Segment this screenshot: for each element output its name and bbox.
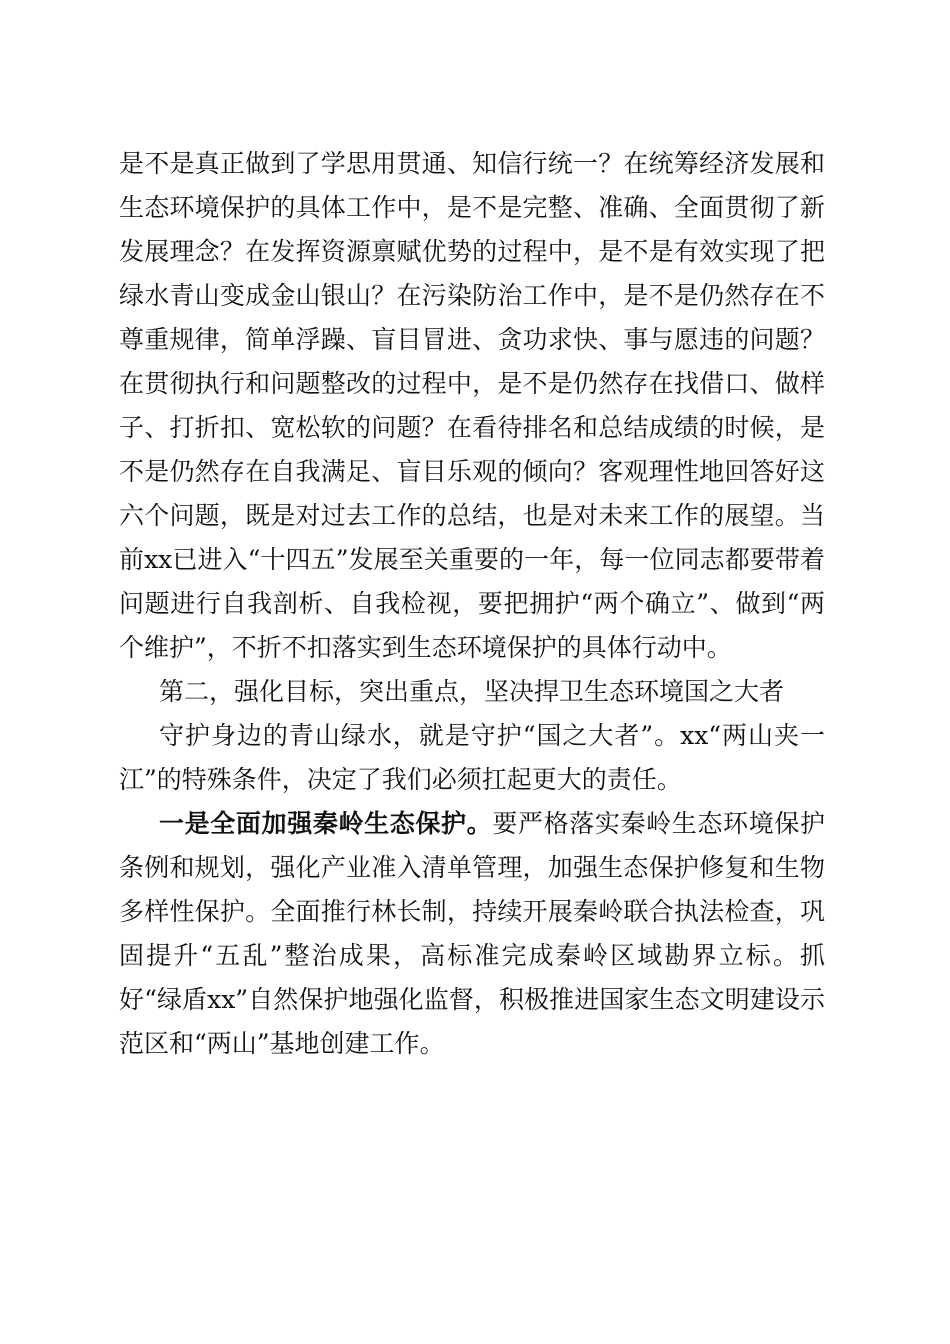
paragraph-lead-bold: 一是全面加强秦岭生态保护。 — [159, 809, 493, 838]
document-body — [119, 142, 825, 1066]
section-heading: 第二，强化目标，突出重点，坚决捍卫生态环境国之大者 — [159, 677, 785, 706]
paragraph-body: 要严格落实秦岭生态环境保护条例和规划，强化产业准入清单管理，加强生态保护修复和生物多样性保护。全面推行林长制，持续开展秦岭联合执法检查，巩固提升“五乱”整治成果，高标准完成秦岭区域勘界立标。抓好“绿盾xx”自然保护地强化监督，积极推进国家生态文明建设示范区和“两山”基地创建工作。 — [119, 809, 825, 1058]
paragraph-intro: 守护身边的青山绿水，就是守护“国之大者”。xx“两山夹一江”的特殊条件，决定了我们必须扛起更大的责任。 — [119, 721, 825, 794]
paragraph-qinling — [119, 802, 825, 1066]
paragraph-continued: 是不是真正做到了学思用贯通、知信行统一？在统筹经济发展和生态环境保护的具体工作中，是不是完整、准确、全面贯彻了新发展理念？在发挥资源禀赋优势的过程中，是不是有效实现了把绿水青山变成金山银山？在污染防治工作中，是不是仍然存在不尊重规律，简单浮躁、盲目冒进、贪功求快、事与愿违的问题？在贯彻执行和问题整改的过程中，是不是仍然存在找借口、做样子、打折扣、宽松软的问题？在看待排名和总结成绩的时候，是不是仍然存在自我满足、盲目乐观的倾向？客观理性地回答好这六个问题，既是对过去工作的总结，也是对未来工作的展望。当前xx已进入“十四五”发展至关重要的一年，每一位同志都要带着问题进行自我剖析、自我检视，要把拥护“两个确立”、做到“两个维护”，不折不扣落实到生态环境保护的具体行动中。 — [119, 149, 825, 662]
